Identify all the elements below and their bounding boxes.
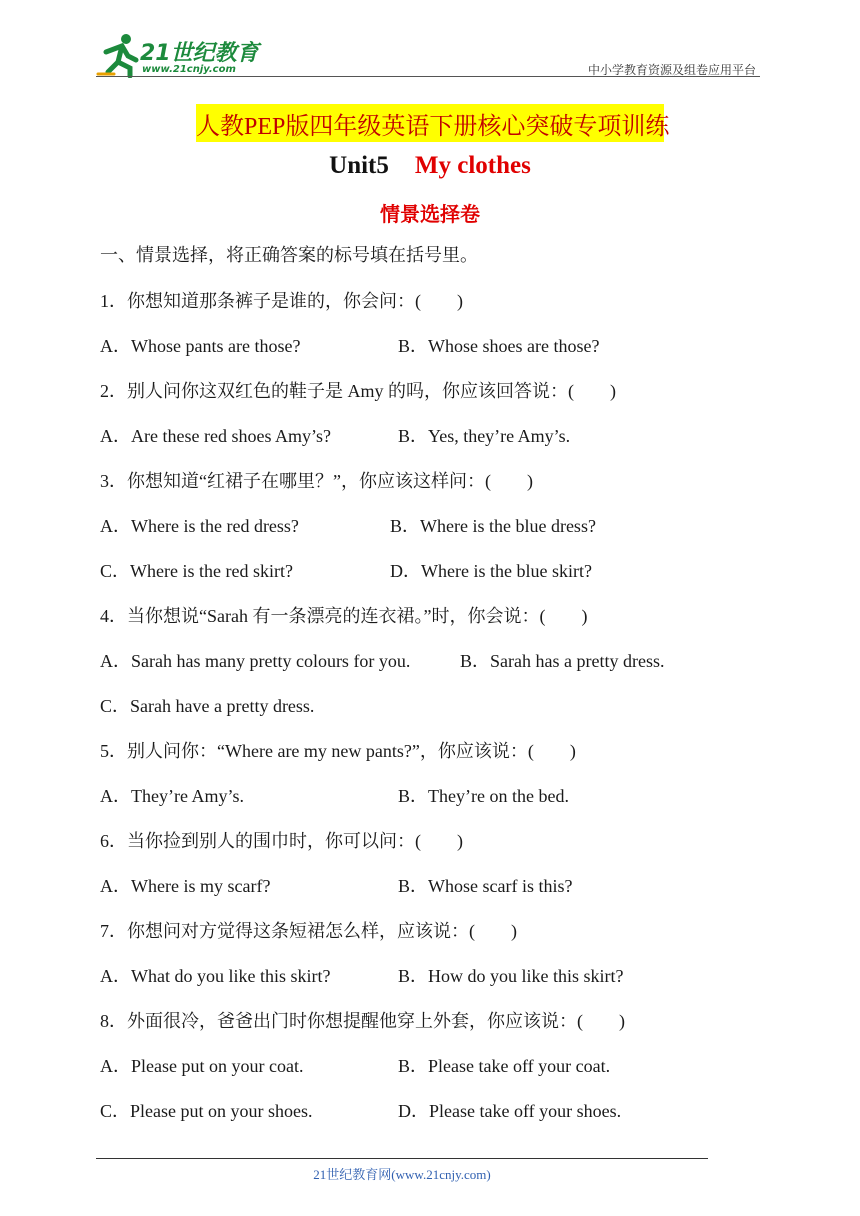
question-8-option-d: D．Please take off your shoes.	[398, 1101, 622, 1121]
question-8-option-a: A．Please put on your coat.	[100, 1056, 304, 1076]
question-1-option-a: A．Whose pants are those?	[100, 336, 301, 356]
logo-text: 21世纪教育	[140, 41, 259, 66]
runner-logo-icon	[96, 32, 142, 78]
document-title: 人教PEP版四年级英语下册核心突破专项训练	[196, 114, 670, 140]
question-3-option-d: D．Where is the blue skirt?	[390, 561, 592, 581]
question-5-option-b: B．They’re on the bed.	[398, 786, 569, 806]
question-2-option-b: B．Yes, they’re Amy’s.	[398, 426, 571, 446]
footer-divider	[96, 1158, 708, 1159]
question-1-stem: 1．你想知道那条裤子是谁的，你会问：( )	[100, 291, 463, 311]
question-6-stem: 6．当你捡到别人的围巾时，你可以问：( )	[100, 831, 463, 851]
question-7-option-a: A．What do you like this skirt?	[100, 966, 331, 986]
footer-link[interactable]: 21世纪教育网(www.21cnjy.com)	[313, 1167, 491, 1182]
logo-url: www.21cnjy.com	[142, 64, 236, 75]
question-2-option-a: A．Are these red shoes Amy’s?	[100, 426, 331, 446]
section-subtitle: 情景选择卷	[380, 202, 480, 226]
unit-heading	[0, 152, 860, 180]
question-3-stem: 3．你想知道“红裙子在哪里？”，你应该这样问：( )	[100, 471, 533, 491]
question-5-option-a: A．They’re Amy’s.	[100, 786, 244, 806]
question-8-option-c: C．Please put on your shoes.	[100, 1101, 313, 1121]
question-3-option-a: A．Where is the red dress?	[100, 516, 299, 536]
question-5-stem: 5．别人问你：“Where are my new pants?”，你应该说：( )	[100, 741, 576, 761]
site-logo	[96, 30, 266, 78]
question-8-option-b: B．Please take off your coat.	[398, 1056, 611, 1076]
instruction-text: 一、情景选择，将正确答案的标号填在括号里。	[100, 245, 478, 265]
unit-number: Unit5	[329, 152, 389, 179]
question-4-option-c: C．Sarah have a pretty dress.	[100, 696, 315, 716]
question-7-option-b: B．How do you like this skirt?	[398, 966, 624, 986]
question-2-stem: 2．别人问你这双红色的鞋子是 Amy 的吗，你应该回答说：( )	[100, 381, 616, 401]
platform-name: 中小学教育资源及组卷应用平台	[587, 63, 756, 77]
question-4-stem: 4．当你想说“Sarah 有一条漂亮的连衣裙。”时，你会说：( )	[100, 606, 588, 626]
question-4-option-b: B．Sarah has a pretty dress.	[460, 651, 665, 671]
question-8-stem: 8．外面很冷，爸爸出门时你想提醒他穿上外套，你应该说：( )	[100, 1011, 625, 1031]
question-3-option-b: B．Where is the blue dress?	[390, 516, 596, 536]
question-7-stem: 7．你想问对方觉得这条短裙怎么样，应该说：( )	[100, 921, 517, 941]
question-3-option-c: C．Where is the red skirt?	[100, 561, 293, 581]
question-6-option-b: B．Whose scarf is this?	[398, 876, 573, 896]
page-header	[96, 30, 760, 80]
header-divider	[96, 76, 760, 77]
question-4-option-a: A．Sarah has many pretty colours for you.	[100, 651, 411, 671]
unit-name: My clothes	[414, 152, 531, 179]
question-6-option-a: A．Where is my scarf?	[100, 876, 271, 896]
question-1-option-b: B．Whose shoes are those?	[398, 336, 600, 356]
